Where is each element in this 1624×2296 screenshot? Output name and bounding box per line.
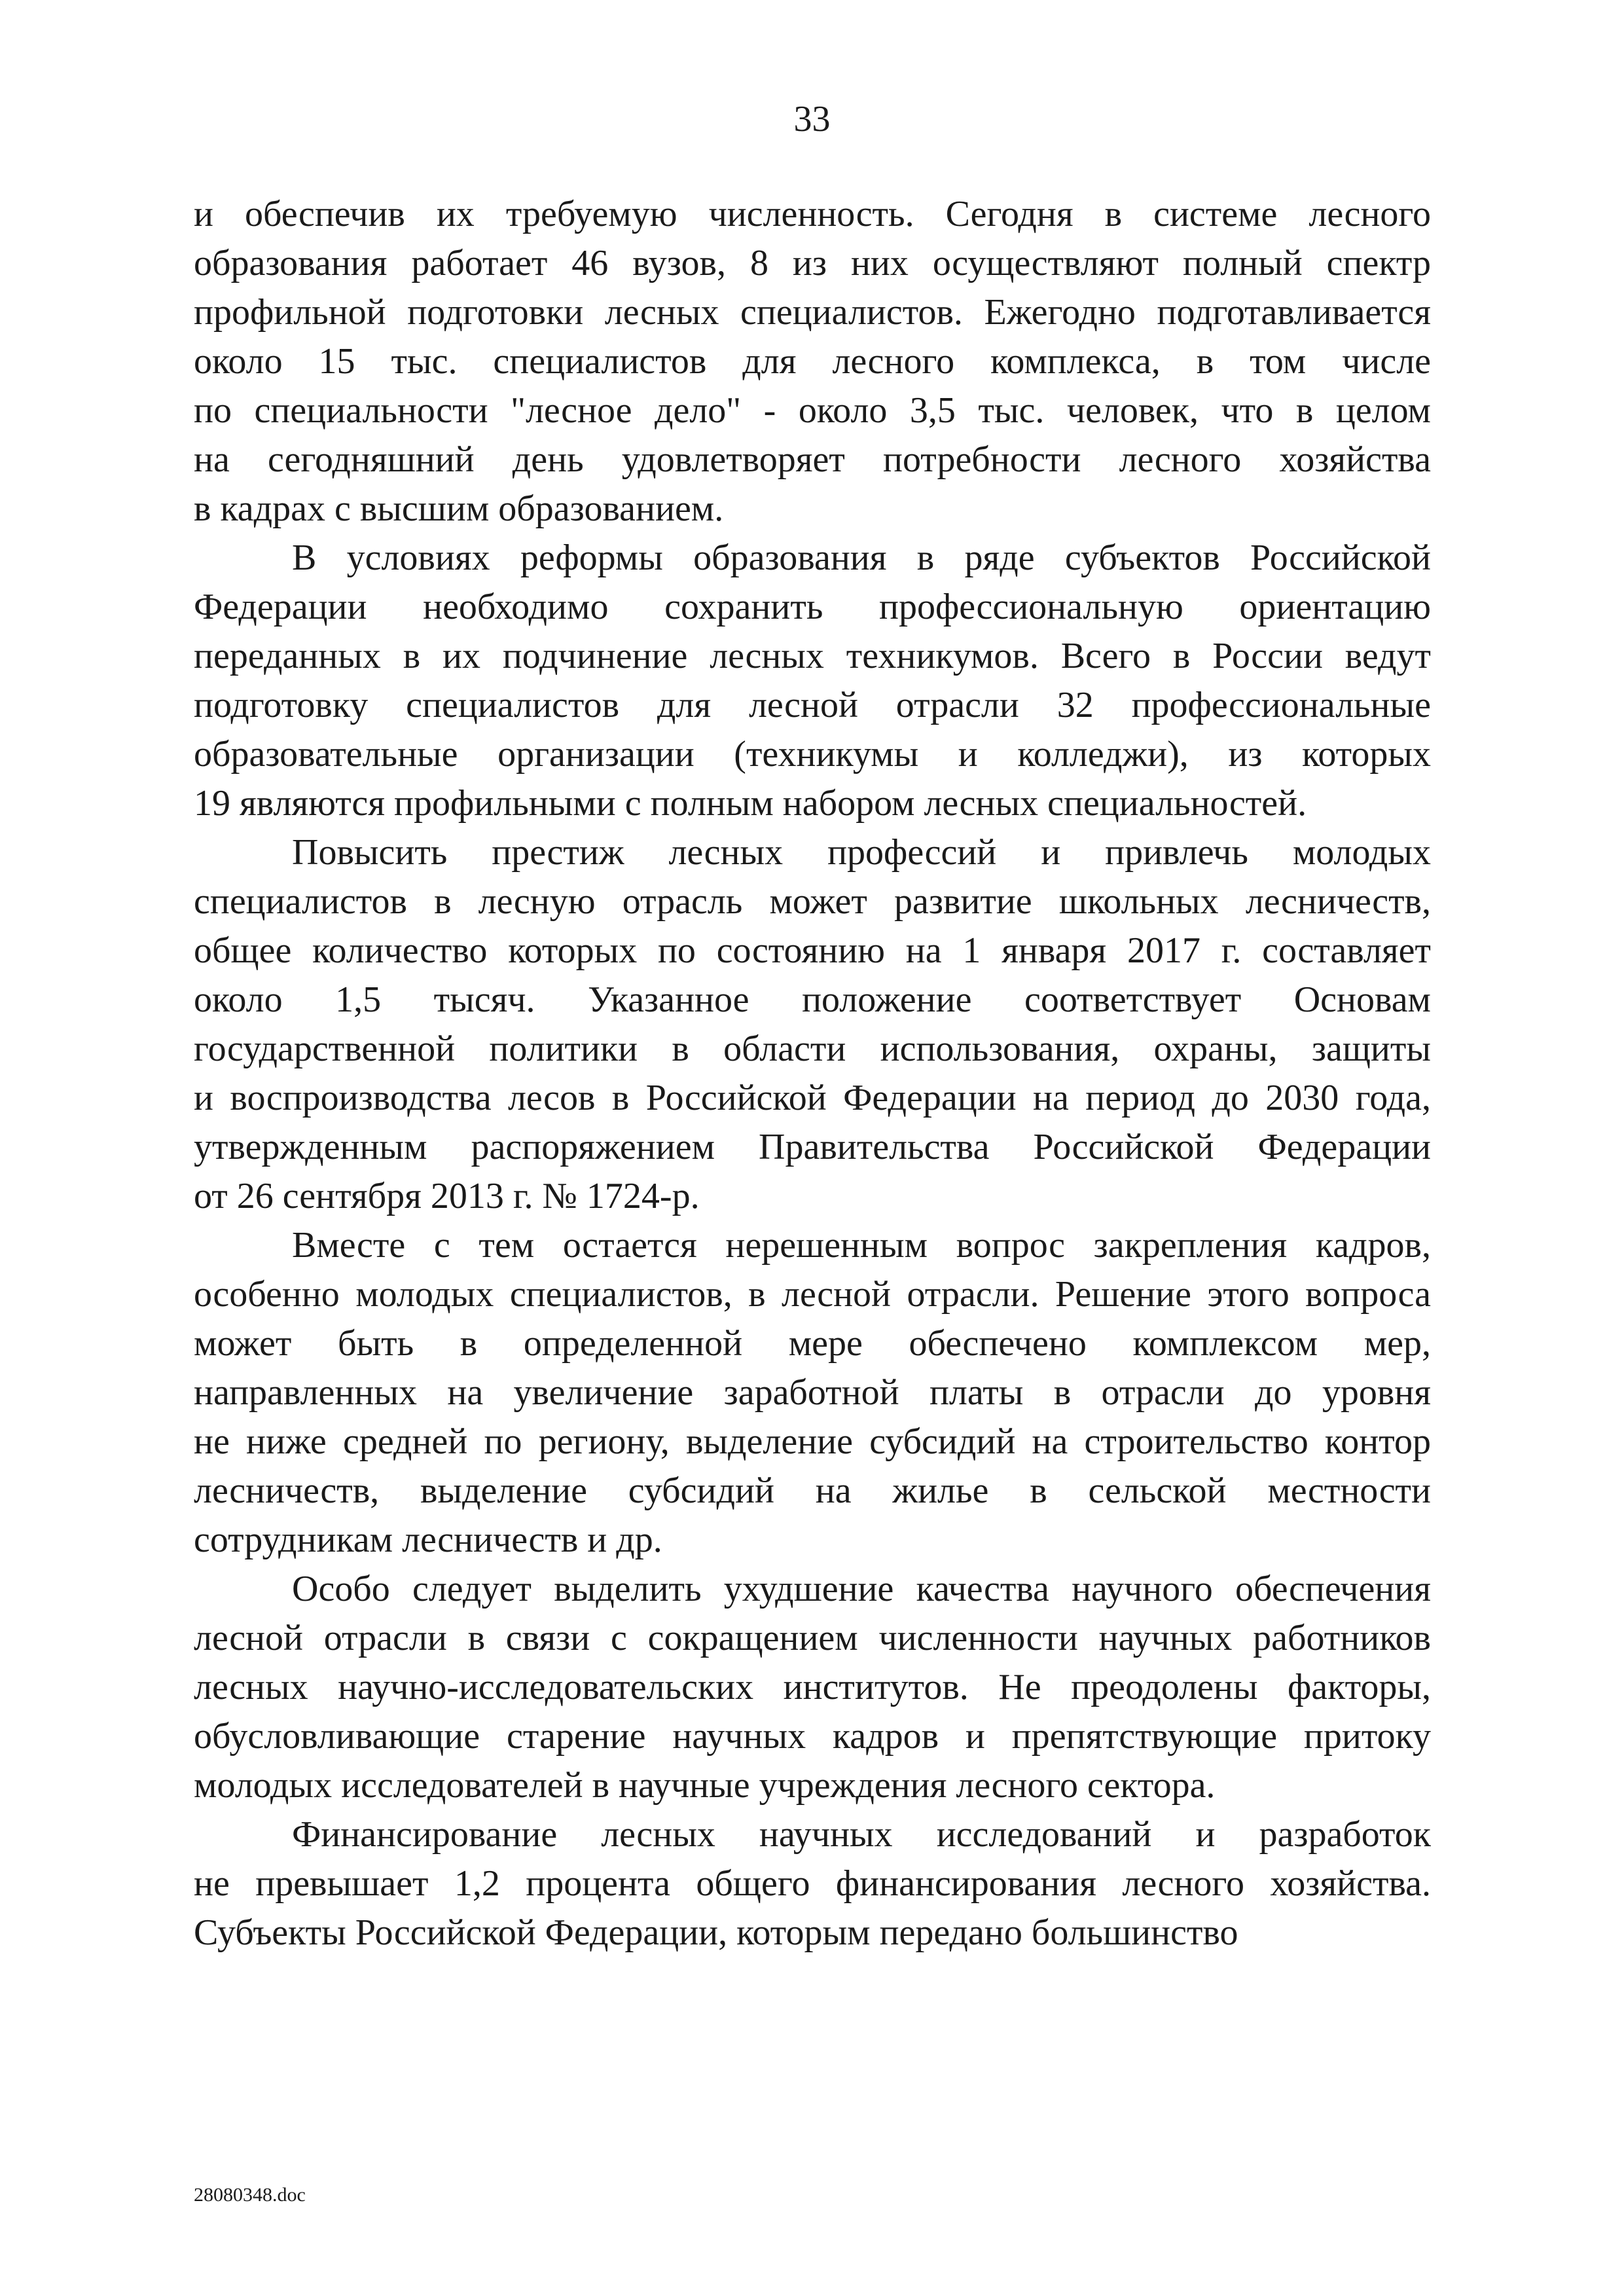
text-line: лесных научно-исследовательских институтов. Не преодолены факторы, bbox=[194, 1667, 1431, 1707]
text-line: утвержденным распоряжением Правительства Российской Федерации bbox=[194, 1127, 1431, 1167]
paragraph bbox=[194, 534, 1431, 828]
text-line: от 26 сентября 2013 г. № 1724-р. bbox=[194, 1176, 700, 1216]
paragraph bbox=[194, 828, 1431, 1221]
text-line: около 1,5 тысяч. Указанное положение соответствует Основам bbox=[194, 979, 1431, 1020]
document-body bbox=[194, 190, 1431, 1958]
text-line: специалистов в лесную отрасль может развитие школьных лесничеств, bbox=[194, 881, 1431, 922]
text-line: государственной политики в области использования, охраны, защиты bbox=[194, 1029, 1431, 1069]
text-line: и обеспечив их требуемую численность. Сегодня в системе лесного bbox=[194, 194, 1431, 234]
text-line: может быть в определенной мере обеспечено комплексом мер, bbox=[194, 1323, 1431, 1364]
text-line: Федерации необходимо сохранить профессиональную ориентацию bbox=[194, 587, 1431, 627]
text-line: Субъекты Российской Федерации, которым передано большинство bbox=[194, 1912, 1238, 1953]
text-line: 19 являются профильными с полным набором лесных специальностей. bbox=[194, 783, 1307, 824]
text-line: особенно молодых специалистов, в лесной отрасли. Решение этого вопроса bbox=[194, 1274, 1431, 1315]
text-line: молодых исследователей в научные учреждения лесного сектора. bbox=[194, 1765, 1216, 1806]
text-line: подготовку специалистов для лесной отрасли 32 профессиональные bbox=[194, 685, 1431, 725]
text-line: Повысить престиж лесных профессий и привлечь молодых bbox=[292, 832, 1431, 873]
text-line: около 15 тыс. специалистов для лесного комплекса, в том числе bbox=[194, 341, 1431, 382]
text-line: образования работает 46 вузов, 8 из них осуществляют полный спектр bbox=[194, 243, 1431, 283]
text-line: лесной отрасли в связи с сокращением численности научных работников bbox=[194, 1618, 1431, 1658]
text-line: сотрудникам лесничеств и др. bbox=[194, 1520, 662, 1560]
text-line: В условиях реформы образования в ряде субъектов Российской bbox=[292, 538, 1431, 578]
paragraph bbox=[194, 1565, 1431, 1810]
paragraph bbox=[194, 190, 1431, 534]
text-line: общее количество которых по состоянию на 1 января 2017 г. составляет bbox=[194, 930, 1431, 971]
text-line: обусловливающие старение научных кадров и препятствующие притоку bbox=[194, 1716, 1431, 1757]
text-line: в кадрах с высшим образованием. bbox=[194, 488, 724, 529]
text-line: профильной подготовки лесных специалистов. Ежегодно подготавливается bbox=[194, 292, 1431, 333]
text-line: переданных в их подчинение лесных техникумов. Всего в России ведут bbox=[194, 636, 1431, 676]
text-line: лесничеств, выделение субсидий на жилье в сельской местности bbox=[194, 1470, 1431, 1511]
text-line: Особо следует выделить ухудшение качества научного обеспечения bbox=[292, 1569, 1431, 1609]
paragraph bbox=[194, 1221, 1431, 1565]
text-line: по специальности "лесное дело" - около 3,5 тыс. человек, что в целом bbox=[194, 390, 1431, 431]
page-number: 33 bbox=[793, 99, 831, 139]
text-line: образовательные организации (техникумы и колледжи), из которых bbox=[194, 734, 1431, 774]
text-line: Финансирование лесных научных исследований и разработок bbox=[292, 1814, 1431, 1855]
document-footer-filename: 28080348.doc bbox=[194, 2184, 306, 2206]
paragraph bbox=[194, 1810, 1431, 1958]
text-line: и воспроизводства лесов в Российской Федерации на период до 2030 года, bbox=[194, 1078, 1431, 1118]
text-line: направленных на увеличение заработной платы в отрасли до уровня bbox=[194, 1372, 1431, 1413]
text-line: на сегодняшний день удовлетворяет потребности лесного хозяйства bbox=[194, 439, 1431, 480]
text-line: Вместе с тем остается нерешенным вопрос закрепления кадров, bbox=[292, 1225, 1431, 1266]
text-line: не ниже средней по региону, выделение субсидий на строительство контор bbox=[194, 1421, 1431, 1462]
text-line: не превышает 1,2 процента общего финансирования лесного хозяйства. bbox=[194, 1863, 1431, 1904]
